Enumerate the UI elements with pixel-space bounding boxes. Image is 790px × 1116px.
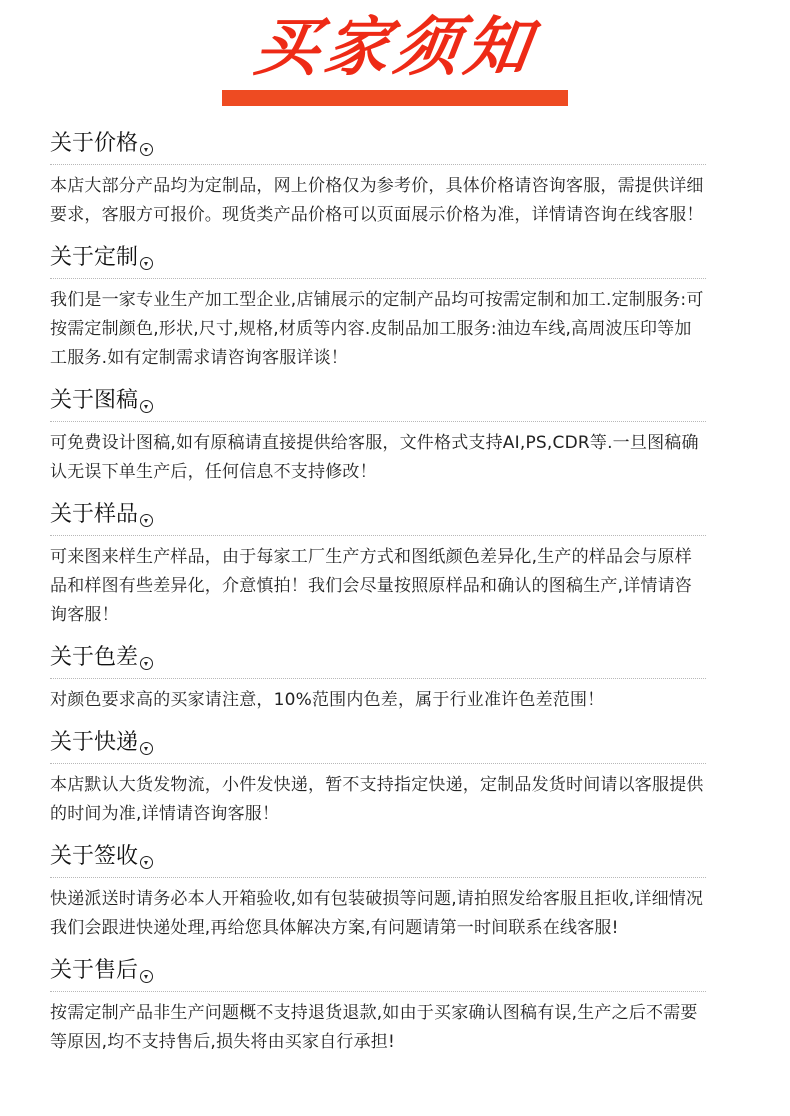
section-text: 我们是一家专业生产加工型企业,店铺展示的定制产品均可按需定制和加工.定制服务:可按需定制颜色,形状,尺寸,规格,材质等内容.皮制品加工服务:油边车线,高周波压印等加工服务.如有定制需求请咨询客服详谈！ — [50, 290, 704, 368]
chevron-down-circle-icon[interactable] — [140, 742, 153, 755]
section-color-difference — [50, 638, 706, 723]
section-text: 本店默认大货发物流，小件发快递，暂不支持指定快递，定制品发货时间请以客服提供的时间为准,详情请咨询客服！ — [50, 775, 704, 824]
chevron-down-circle-icon[interactable] — [140, 514, 153, 527]
section-title: 关于定制 — [50, 245, 139, 270]
section-samples — [50, 495, 706, 638]
section-title: 关于色差 — [50, 645, 139, 670]
section-text: 对颜色要求高的买家请注意，10%范围内色差，属于行业准许色差范围！ — [50, 690, 605, 710]
section-header[interactable] — [50, 723, 706, 764]
section-header[interactable] — [50, 238, 706, 279]
section-title: 关于快递 — [50, 730, 139, 755]
section-text: 可免费设计图稿,如有原稿请直接提供给客服，文件格式支持AI,PS,CDR等.一旦图稿确认无误下单生产后，任何信息不支持修改！ — [50, 433, 699, 482]
chevron-down-circle-icon[interactable] — [140, 970, 153, 983]
section-header[interactable] — [50, 638, 706, 679]
notice-list — [50, 124, 706, 1065]
section-title: 关于样品 — [50, 502, 139, 527]
chevron-down-circle-icon[interactable] — [140, 657, 153, 670]
section-title: 关于价格 — [50, 131, 139, 156]
section-title: 关于售后 — [50, 958, 139, 983]
section-title: 关于图稿 — [50, 388, 139, 413]
chevron-down-circle-icon[interactable] — [140, 143, 153, 156]
chevron-down-circle-icon[interactable] — [140, 856, 153, 869]
section-header[interactable] — [50, 837, 706, 878]
section-after-sales — [50, 951, 706, 1065]
chevron-down-circle-icon[interactable] — [140, 257, 153, 270]
section-price — [50, 124, 706, 238]
section-text: 可来图来样生产样品，由于每家工厂生产方式和图纸颜色差异化,生产的样品会与原样品和样图有些差异化，介意慎拍！我们会尽量按照原样品和确认的图稿生产,详情请咨询客服！ — [50, 547, 693, 625]
section-header[interactable] — [50, 495, 706, 536]
section-text: 按需定制产品非生产问题概不支持退货退款,如由于买家确认图稿有误,生产之后不需要等原因,均不支持售后,损失将由买家自行承担! — [50, 1003, 698, 1052]
section-customization — [50, 238, 706, 381]
section-artwork — [50, 381, 706, 495]
section-header[interactable] — [50, 124, 706, 165]
chevron-down-circle-icon[interactable] — [140, 400, 153, 413]
section-shipping — [50, 723, 706, 837]
header-banner — [0, 0, 790, 110]
section-receipt — [50, 837, 706, 951]
section-text: 本店大部分产品均为定制品，网上价格仅为参考价，具体价格请咨询客服，需提供详细要求，客服方可报价。现货类产品价格可以页面展示价格为准，详情请咨询在线客服！ — [50, 176, 704, 225]
section-text: 快递派送时请务必本人开箱验收,如有包装破损等问题,请拍照发给客服且拒收,详细情况我们会跟进快递处理,再给您具体解决方案,有问题请第一时间联系在线客服! — [50, 889, 704, 938]
section-header[interactable] — [50, 951, 706, 992]
section-header[interactable] — [50, 381, 706, 422]
title-underline-bar — [222, 90, 568, 106]
section-title: 关于签收 — [50, 844, 139, 869]
page-title: 买家须知 — [249, 11, 541, 85]
